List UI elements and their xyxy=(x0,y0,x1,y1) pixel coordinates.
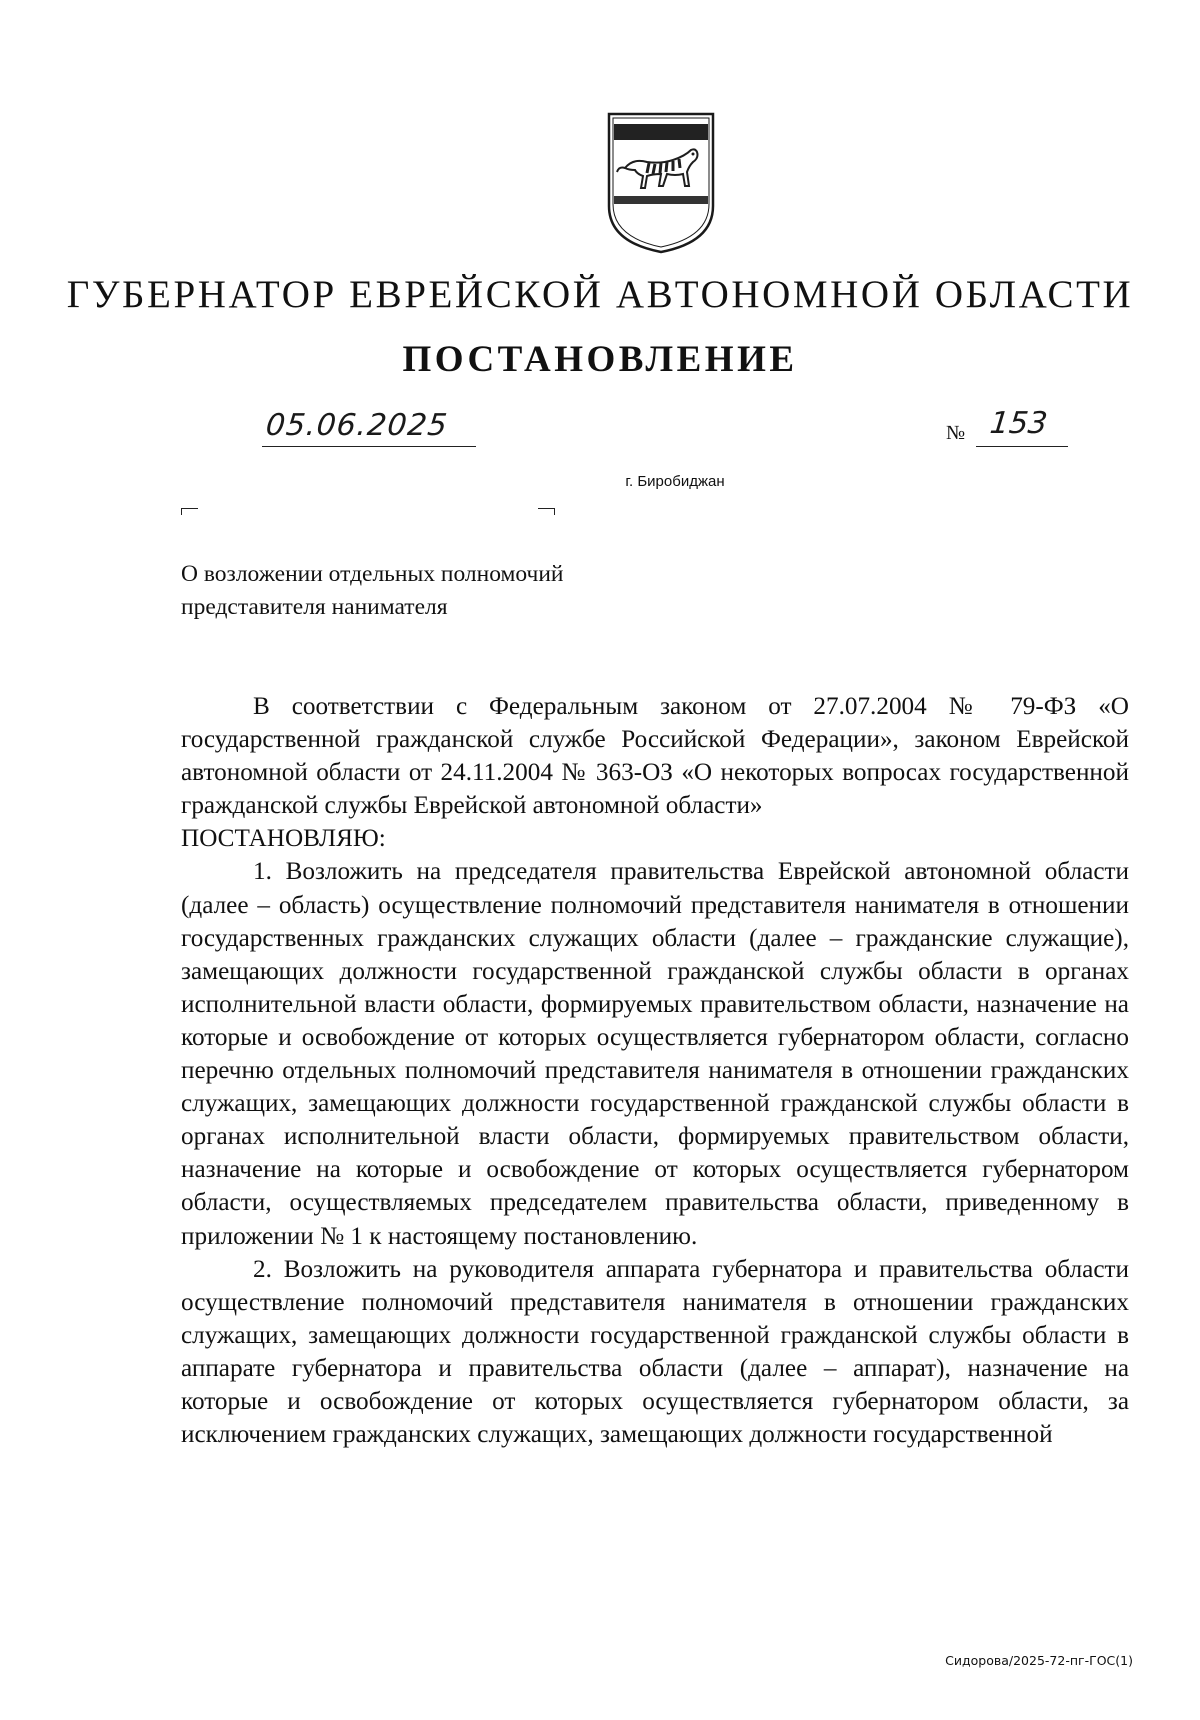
decree-word: ПОСТАНОВЛЯЮ: xyxy=(181,825,386,853)
number-underline xyxy=(976,446,1068,447)
org-title: ГУБЕРНАТОР ЕВРЕЙСКОЙ АВТОНОМНОЙ ОБЛАСТИ xyxy=(66,273,1134,316)
footer-registration-code: Сидорова/2025-72-пг-ГОС(1) xyxy=(945,1653,1133,1668)
coat-of-arms-tiger-icon xyxy=(603,110,719,256)
item-1-paragraph: 1. Возложить на председателя правительства Еврейской автономной области (далее – область) осуществление полномочий представителя нанимателя в отношении государственных гражданских служащих области (далее – гражданские служащие), замещающих должности государственной гражданской службы области в органах исполнительной власти области, формируемых правительством области, назначение на которые и освобождение от которых осуществляется губернатором области, согласно перечню отдельных полномочий представителя нанимателя в отношении гражданских служащих, замещающих должности государственной гражданской службы области в органах исполнительной власти области, формируемых правительством области, назначение на которые и освобождение от которых осуществляется губернатором области, осуществляемых председателем правительства области, приведенному в приложении № 1 к настоящему постановлению. xyxy=(181,858,1129,1250)
preamble-paragraph: В соответствии с Федеральным законом от 27.07.2004 № 79-ФЗ «О государственной гражданской службе Российской Федерации», законом Еврейской автономной области от 24.11.2004 № 363-ОЗ «О некоторых вопросах государственной гражданской службы Еврейской автономной области» xyxy=(181,693,1129,820)
document-date: 05.06.2025 xyxy=(264,408,450,443)
document-type: ПОСТАНОВЛЕНИЕ xyxy=(402,339,798,380)
date-underline xyxy=(262,446,476,447)
subject-bracket-right xyxy=(538,508,555,515)
document-body xyxy=(181,690,1129,1451)
subject-line-1: О возложении отдельных полномочий xyxy=(181,561,564,587)
document-subject xyxy=(181,558,564,624)
document-number: 153 xyxy=(988,406,1050,441)
city-label: г. Биробиджан xyxy=(625,473,725,490)
item-2-paragraph: 2. Возложить на руководителя аппарата губернатора и правительства области осуществление полномочий представителя нанимателя в отношении гражданских служащих, замещающих должности государственной гражданской службы области в аппарате губернатора и правительства области (далее – аппарат), назначение на которые и освобождение от которых осуществляется губернатором области, за исключением гражданских служащих, замещающих должности государственной xyxy=(181,1255,1129,1449)
subject-bracket-left xyxy=(181,508,198,515)
number-sign: № xyxy=(946,422,966,444)
subject-line-2: представителя нанимателя xyxy=(181,594,448,620)
